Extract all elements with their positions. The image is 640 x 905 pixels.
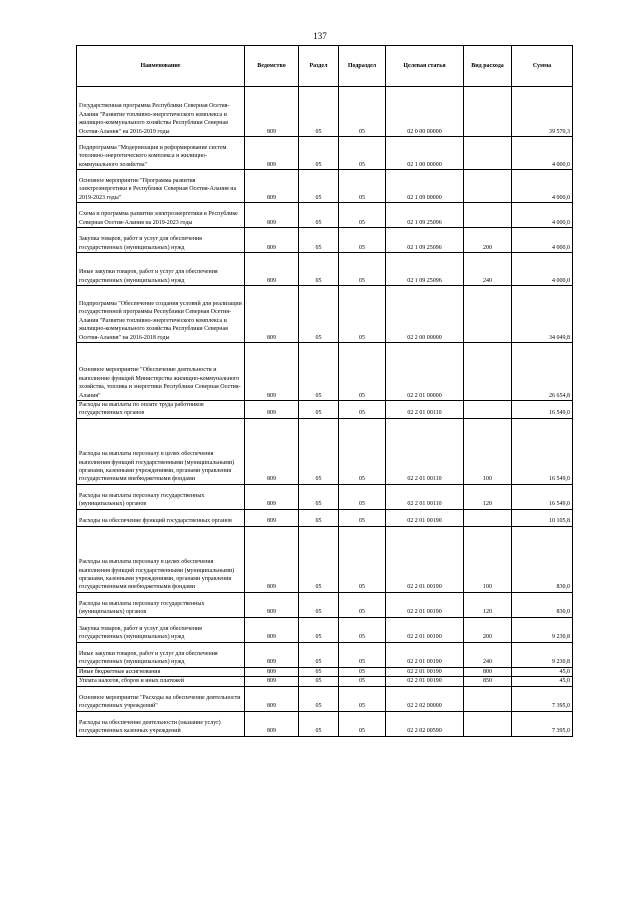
- row-sum: 830,0: [512, 526, 573, 592]
- row-ved: 809: [245, 228, 299, 253]
- row-podrazdel: 05: [339, 343, 386, 401]
- table-row: [77, 509, 573, 526]
- row-ved: 809: [245, 203, 299, 228]
- row-razdel: 05: [299, 677, 339, 686]
- row-name: Иные закупки товаров, работ и услуг для обеспечения государственных (муниципальных) нужд: [77, 642, 245, 667]
- row-podrazdel: 05: [339, 286, 386, 343]
- header-sum: Сумма: [512, 46, 573, 87]
- row-expense-type: [464, 170, 512, 203]
- row-ved: 809: [245, 286, 299, 343]
- row-podrazdel: 05: [339, 686, 386, 711]
- table-row: [77, 137, 573, 170]
- row-ved: 809: [245, 526, 299, 592]
- row-razdel: 05: [299, 170, 339, 203]
- row-podrazdel: 05: [339, 667, 386, 676]
- row-target-article: 02 2 00 00000: [386, 286, 464, 343]
- row-expense-type: [464, 203, 512, 228]
- row-target-article: 02 2 01 00190: [386, 677, 464, 686]
- table-row: [77, 484, 573, 509]
- table-row: [77, 526, 573, 592]
- row-expense-type: 200: [464, 617, 512, 642]
- row-ved: 809: [245, 418, 299, 484]
- row-expense-type: [464, 686, 512, 711]
- row-podrazdel: 05: [339, 509, 386, 526]
- row-expense-type: 850: [464, 677, 512, 686]
- row-sum: 4 000,0: [512, 170, 573, 203]
- row-target-article: 02 2 01 00110: [386, 401, 464, 419]
- row-razdel: 05: [299, 418, 339, 484]
- row-name: Основное мероприятие "Расходы на обеспечение деятельности государственных учреждений": [77, 686, 245, 711]
- row-expense-type: 120: [464, 592, 512, 617]
- table-row: [77, 418, 573, 484]
- row-podrazdel: 05: [339, 592, 386, 617]
- row-expense-type: 100: [464, 418, 512, 484]
- table-row: [77, 592, 573, 617]
- row-podrazdel: 05: [339, 253, 386, 286]
- row-sum: 9 230,8: [512, 617, 573, 642]
- row-podrazdel: 05: [339, 617, 386, 642]
- table-row: [77, 286, 573, 343]
- row-sum: 7 395,0: [512, 711, 573, 736]
- table-row: [77, 686, 573, 711]
- row-razdel: 05: [299, 526, 339, 592]
- table-row: [77, 667, 573, 676]
- row-sum: 830,0: [512, 592, 573, 617]
- row-razdel: 05: [299, 617, 339, 642]
- row-sum: 4 000,0: [512, 253, 573, 286]
- row-razdel: 05: [299, 642, 339, 667]
- row-ved: 809: [245, 677, 299, 686]
- row-name: Иные бюджетные ассигнования: [77, 667, 245, 676]
- row-razdel: 05: [299, 711, 339, 736]
- row-ved: 809: [245, 484, 299, 509]
- row-sum: 16 549,0: [512, 418, 573, 484]
- row-ved: 809: [245, 137, 299, 170]
- row-razdel: 05: [299, 203, 339, 228]
- row-podrazdel: 05: [339, 418, 386, 484]
- table-row: [77, 617, 573, 642]
- page-number: 137: [313, 31, 327, 41]
- row-podrazdel: 05: [339, 484, 386, 509]
- row-podrazdel: 05: [339, 401, 386, 419]
- row-razdel: 05: [299, 343, 339, 401]
- row-target-article: 02 1 09 25096: [386, 253, 464, 286]
- row-razdel: 05: [299, 137, 339, 170]
- header-name: Наименование: [77, 46, 245, 87]
- table-row: [77, 253, 573, 286]
- row-name: Расходы на выплаты персоналу в целях обеспечения выполнения функций государственными (муниципальными) органами, казенными учреждениями, органами управления государственными внебюджетными фондами: [77, 526, 245, 592]
- row-ved: 809: [245, 253, 299, 286]
- row-sum: 45,0: [512, 667, 573, 676]
- row-razdel: 05: [299, 401, 339, 419]
- row-target-article: 02 1 09 25096: [386, 203, 464, 228]
- header-podrazdel: Подраздел: [339, 46, 386, 87]
- row-expense-type: 120: [464, 484, 512, 509]
- row-target-article: 02 2 01 00190: [386, 617, 464, 642]
- row-podrazdel: 05: [339, 87, 386, 137]
- row-razdel: 05: [299, 667, 339, 676]
- row-name: Схема и программа развития электроэнергетики в Республике Северная Осетия-Алания на 2019-2023 годы: [77, 203, 245, 228]
- row-expense-type: [464, 343, 512, 401]
- table-row: [77, 203, 573, 228]
- row-sum: 10 105,8: [512, 509, 573, 526]
- row-expense-type: 240: [464, 642, 512, 667]
- row-ved: 809: [245, 642, 299, 667]
- row-sum: 26 654,8: [512, 343, 573, 401]
- table-header-row: [77, 46, 573, 87]
- row-ved: 809: [245, 711, 299, 736]
- row-target-article: 02 2 01 00190: [386, 526, 464, 592]
- row-expense-type: 800: [464, 667, 512, 676]
- row-ved: 809: [245, 170, 299, 203]
- row-name: Расходы на выплаты персоналу государственных (муниципальных) органов: [77, 592, 245, 617]
- table-row: [77, 87, 573, 137]
- row-target-article: 02 2 02 00590: [386, 711, 464, 736]
- row-sum: 16 549,0: [512, 484, 573, 509]
- row-name: Расходы на обеспечение деятельности (оказание услуг) государственных казенных учреждений: [77, 711, 245, 736]
- row-ved: 809: [245, 509, 299, 526]
- row-sum: 39 570,3: [512, 87, 573, 137]
- row-name: Закупка товаров, работ и услуг для обеспечения государственных (муниципальных) нужд: [77, 617, 245, 642]
- row-sum: 16 549,0: [512, 401, 573, 419]
- table-row: [77, 677, 573, 686]
- row-razdel: 05: [299, 592, 339, 617]
- row-name: Основное мероприятие "Обеспечение деятельности и выполнение функций Министерства жилищно-коммунального хозяйства, топлива и энергетики Республики Северная Осетия-Алания": [77, 343, 245, 401]
- header-target-article: Целевая статья: [386, 46, 464, 87]
- row-razdel: 05: [299, 253, 339, 286]
- header-razdel: Раздел: [299, 46, 339, 87]
- row-target-article: 02 2 01 00190: [386, 592, 464, 617]
- row-ved: 809: [245, 686, 299, 711]
- row-target-article: 02 1 00 00000: [386, 137, 464, 170]
- header-ved: Ведомство: [245, 46, 299, 87]
- row-sum: 45,0: [512, 677, 573, 686]
- table-row: [77, 642, 573, 667]
- row-expense-type: 200: [464, 228, 512, 253]
- row-expense-type: [464, 509, 512, 526]
- row-podrazdel: 05: [339, 526, 386, 592]
- table-row: [77, 228, 573, 253]
- row-target-article: 02 2 01 00190: [386, 642, 464, 667]
- row-sum: 9 230,8: [512, 642, 573, 667]
- table-row: [77, 170, 573, 203]
- row-ved: 809: [245, 401, 299, 419]
- row-razdel: 05: [299, 509, 339, 526]
- row-razdel: 05: [299, 286, 339, 343]
- row-target-article: 02 1 09 25096: [386, 228, 464, 253]
- table-row: [77, 711, 573, 736]
- row-razdel: 05: [299, 686, 339, 711]
- row-ved: 809: [245, 87, 299, 137]
- row-podrazdel: 05: [339, 228, 386, 253]
- row-name: Основное мероприятие "Программа развития электроэнергетики в Республике Северная Осетия-Алания на 2019-2023 годы": [77, 170, 245, 203]
- row-sum: 7 395,0: [512, 686, 573, 711]
- row-target-article: 02 2 01 00110: [386, 418, 464, 484]
- header-expense-type: Вид расхода: [464, 46, 512, 87]
- row-sum: 4 000,0: [512, 137, 573, 170]
- row-expense-type: 100: [464, 526, 512, 592]
- table-row: [77, 401, 573, 419]
- row-target-article: 02 1 09 00000: [386, 170, 464, 203]
- row-name: Закупка товаров, работ и услуг для обеспечения государственных (муниципальных) нужд: [77, 228, 245, 253]
- row-target-article: 02 2 01 00110: [386, 484, 464, 509]
- row-expense-type: [464, 87, 512, 137]
- row-name: Иные закупки товаров, работ и услуг для обеспечения государственных (муниципальных) нужд: [77, 253, 245, 286]
- row-podrazdel: 05: [339, 711, 386, 736]
- budget-table: [76, 45, 573, 737]
- table-row: [77, 343, 573, 401]
- row-name: Государственная программа Республики Северная Осетия-Алания "Развитие топливно-энергетического комплекса и жилищно-коммунального хозяйства Республики Северная Осетия-Алания" на 2016-2019 годы: [77, 87, 245, 137]
- row-ved: 809: [245, 617, 299, 642]
- row-name: Расходы на обеспечение функций государственных органов: [77, 509, 245, 526]
- row-sum: 34 049,8: [512, 286, 573, 343]
- row-razdel: 05: [299, 228, 339, 253]
- row-name: Расходы на выплаты по оплате труда работников государственных органов: [77, 401, 245, 419]
- row-podrazdel: 05: [339, 170, 386, 203]
- row-expense-type: [464, 286, 512, 343]
- row-target-article: 02 2 01 00000: [386, 343, 464, 401]
- row-target-article: 02 2 01 00190: [386, 509, 464, 526]
- row-expense-type: 240: [464, 253, 512, 286]
- row-ved: 809: [245, 592, 299, 617]
- row-podrazdel: 05: [339, 642, 386, 667]
- row-target-article: 02 0 00 00000: [386, 87, 464, 137]
- row-razdel: 05: [299, 87, 339, 137]
- row-sum: 4 000,0: [512, 228, 573, 253]
- row-expense-type: [464, 711, 512, 736]
- row-name: Подпрограмма "Обеспечение создания условий для реализации государственной программы Республики Северная Осетия-Алания "Развитие топливно-энергетического комплекса и жилищно-коммунального хозяйства Республики Северная Осетия-Алания" на 2016-2018 годы: [77, 286, 245, 343]
- row-name: Подпрограмма "Модернизация и реформирование систем топливно-энергетического комплекса и жилищно-коммунального хозяйства": [77, 137, 245, 170]
- row-podrazdel: 05: [339, 203, 386, 228]
- row-expense-type: [464, 401, 512, 419]
- row-name: Расходы на выплаты персоналу в целях обеспечения выполнения функций государственными (муниципальными) органами, казенными учреждениями, органами управления государственными внебюджетными фондами: [77, 418, 245, 484]
- row-target-article: 02 2 02 00000: [386, 686, 464, 711]
- row-podrazdel: 05: [339, 137, 386, 170]
- row-name: Уплата налогов, сборов и иных платежей: [77, 677, 245, 686]
- row-target-article: 02 2 01 00190: [386, 667, 464, 676]
- row-name: Расходы на выплаты персоналу государственных (муниципальных) органов: [77, 484, 245, 509]
- row-ved: 809: [245, 343, 299, 401]
- row-ved: 809: [245, 667, 299, 676]
- row-podrazdel: 05: [339, 677, 386, 686]
- row-expense-type: [464, 137, 512, 170]
- row-sum: 4 000,0: [512, 203, 573, 228]
- row-razdel: 05: [299, 484, 339, 509]
